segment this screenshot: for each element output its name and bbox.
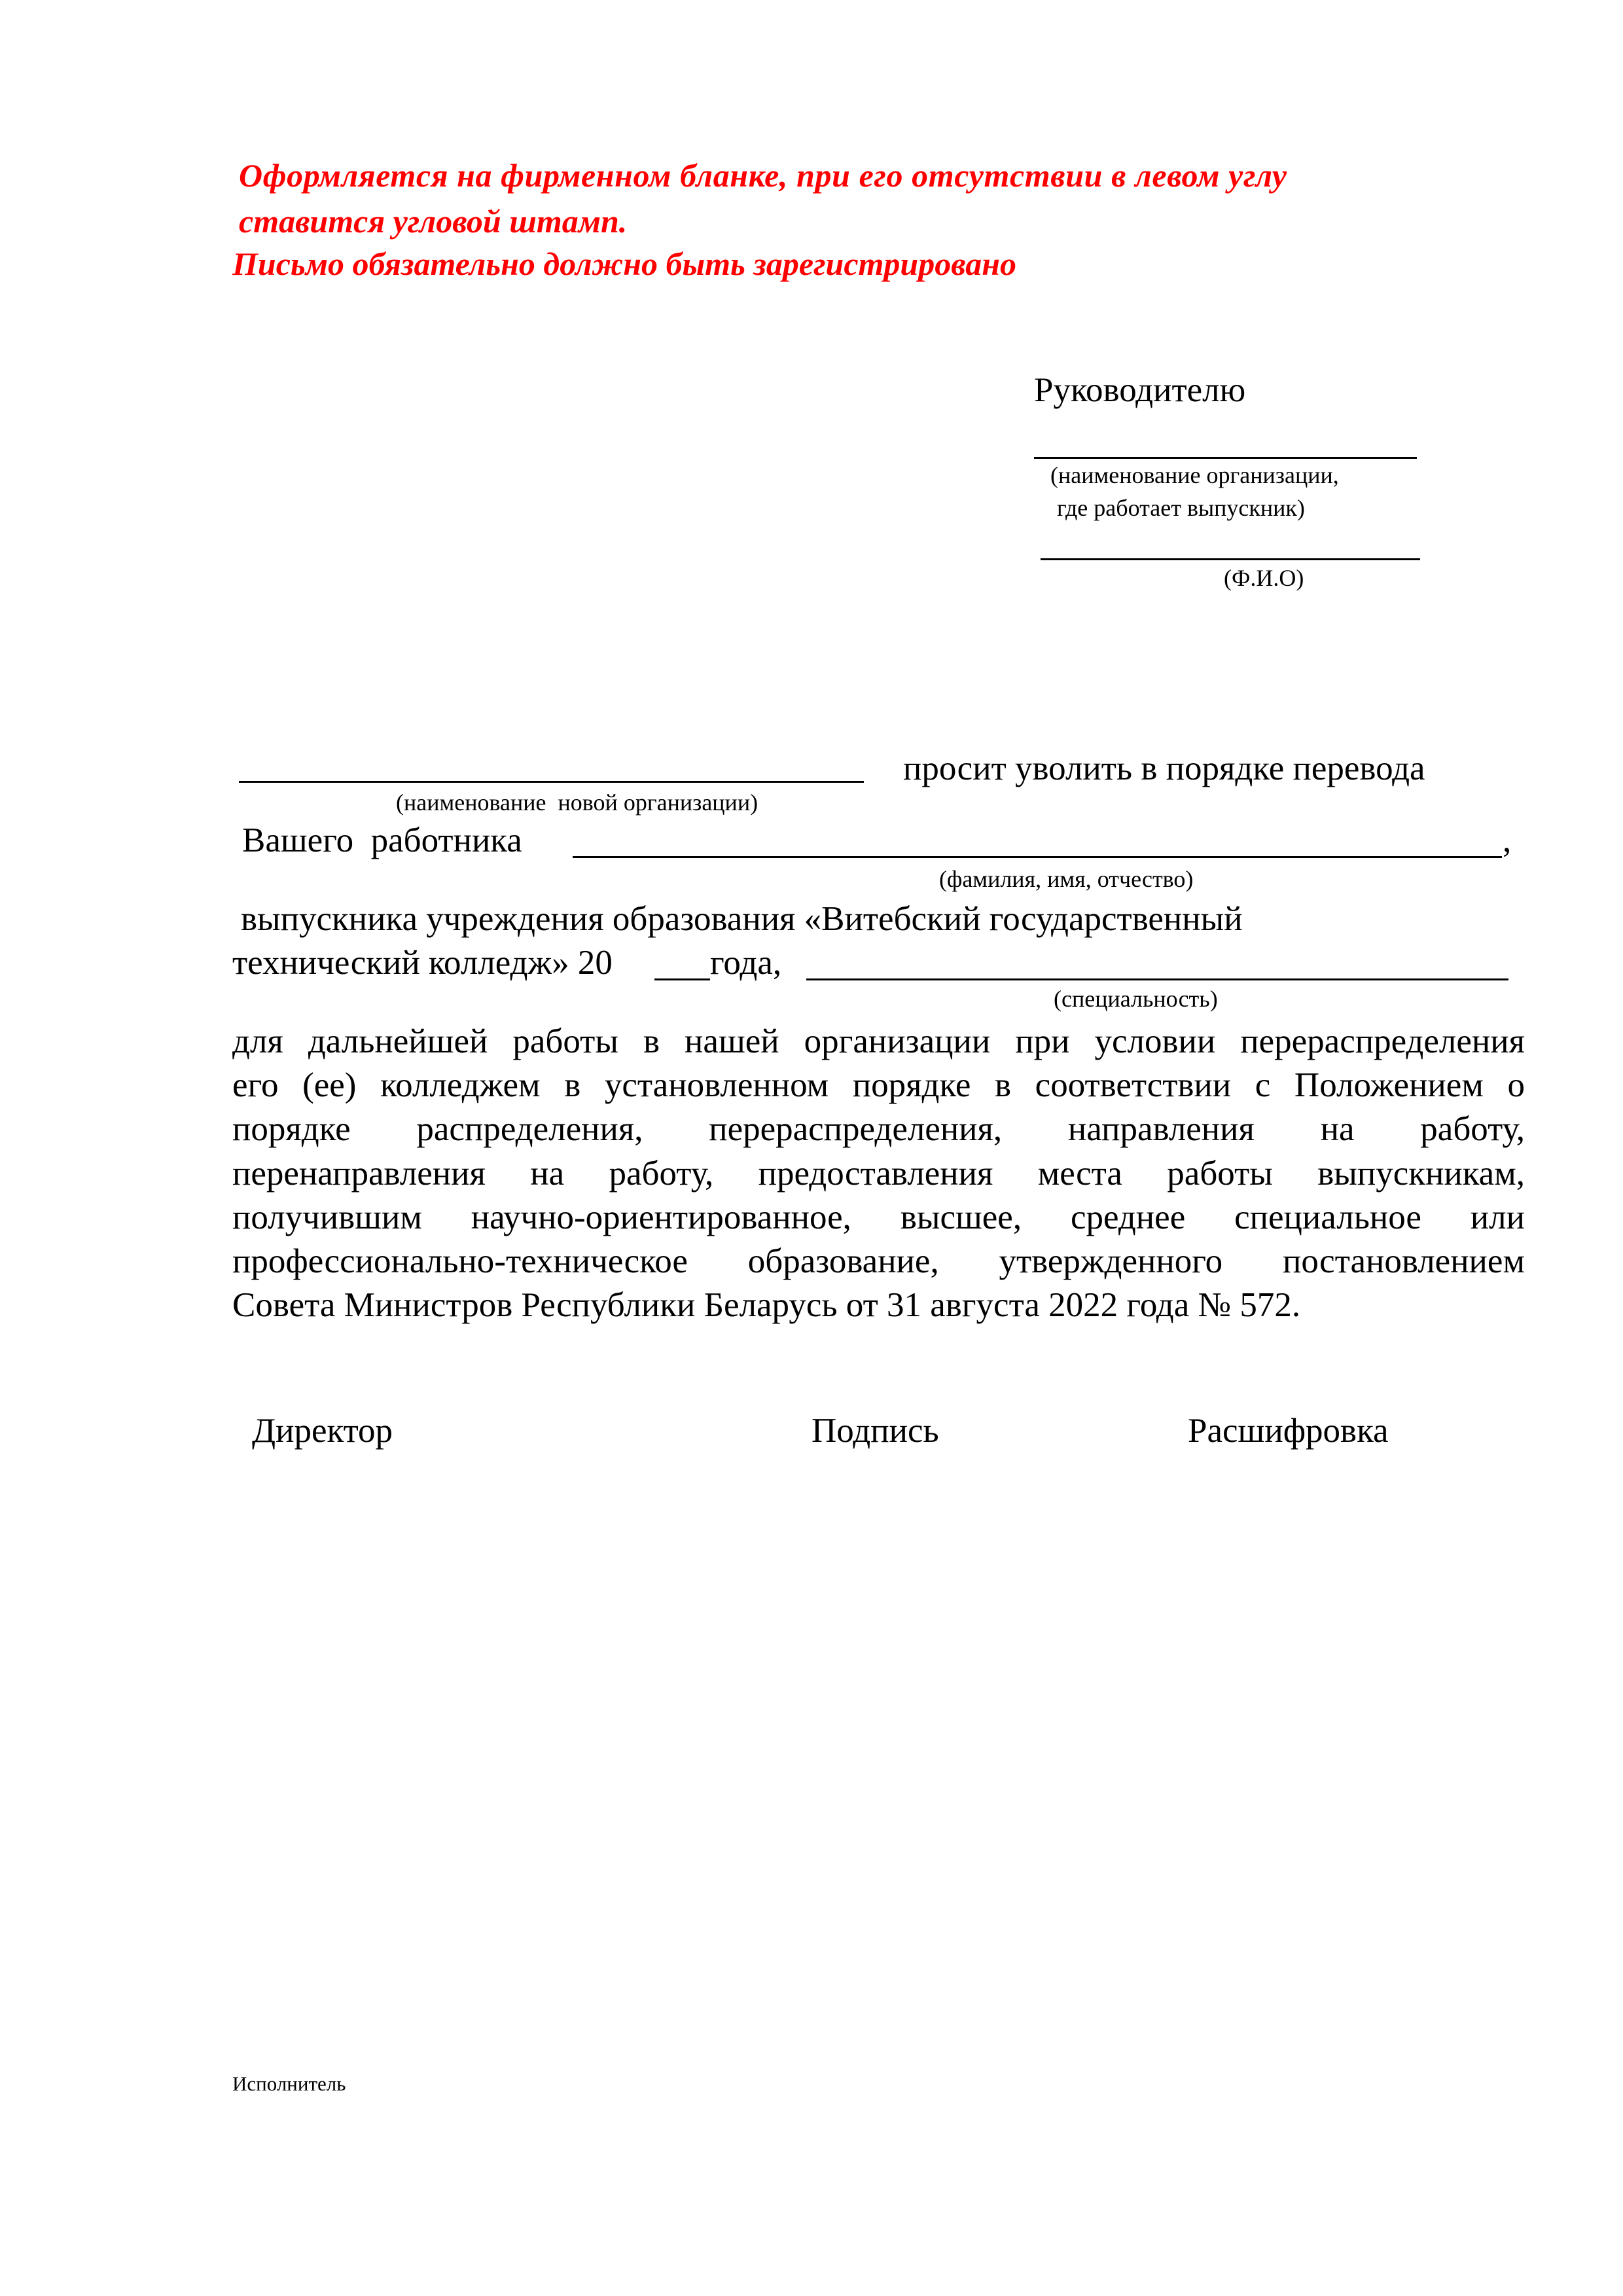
signature-sign: Подпись: [812, 1412, 939, 1450]
signature-decoding: Расшифровка: [1188, 1412, 1389, 1450]
employee-caption: (фамилия, имя, отчество): [939, 866, 1194, 892]
org-name-field[interactable]: [1034, 457, 1417, 459]
body-line: профессионально-техническое образование, утвержденного постановлением: [232, 1242, 1525, 1281]
specialty-caption: (специальность): [1054, 986, 1218, 1012]
employee-comma: ,: [1503, 821, 1512, 859]
employee-label: Вашего работника: [242, 821, 522, 859]
college-line-prefix: технический колледж» 20: [232, 944, 613, 982]
org-caption-line-2: где работает выпускник): [1057, 495, 1305, 521]
specialty-field[interactable]: [806, 978, 1508, 980]
body-line: перенаправления на работу, предоставления места работы выпускникам,: [232, 1154, 1525, 1193]
new-org-caption: (наименование новой организации): [396, 789, 758, 816]
notice-line-2: ставится угловой штамп.: [239, 203, 628, 240]
body-line: его (ее) колледжем в установленном порядке в соответствии с Положением о: [232, 1066, 1525, 1105]
director-fio-field[interactable]: [1041, 558, 1420, 560]
body-line: получившим научно-ориентированное, высшее, среднее специальное или: [232, 1198, 1525, 1236]
graduate-line: выпускника учреждения образования «Витебский государственный: [241, 900, 1243, 938]
org-caption-line-1: (наименование организации,: [1050, 462, 1339, 488]
body-paragraph: [232, 1020, 1525, 1327]
body-line: для дальнейшей работы в нашей организации при условии перераспределения: [232, 1022, 1525, 1060]
body-line: Совета Министров Республики Беларусь от 31 августа 2022 года № 572.: [232, 1286, 1301, 1325]
new-org-field[interactable]: [239, 781, 864, 783]
employee-name-field[interactable]: [573, 856, 1502, 858]
college-line-suffix: года,: [710, 944, 782, 982]
body-line: порядке распределения, перераспределения, направления на работу,: [232, 1110, 1525, 1149]
fio-caption: (Ф.И.О): [1224, 565, 1304, 591]
notice-line-1: Оформляется на фирменном бланке, при его отсутствии в левом углу: [239, 157, 1287, 194]
signature-position: Директор: [252, 1412, 393, 1450]
notice-line-3: Письмо обязательно должно быть зарегистрировано: [232, 245, 1016, 282]
asks-text: просит уволить в порядке перевода: [903, 749, 1425, 787]
executor-label: Исполнитель: [232, 2072, 346, 2095]
year-field[interactable]: [654, 978, 710, 980]
addressee-title: Руководителю: [1034, 371, 1246, 409]
